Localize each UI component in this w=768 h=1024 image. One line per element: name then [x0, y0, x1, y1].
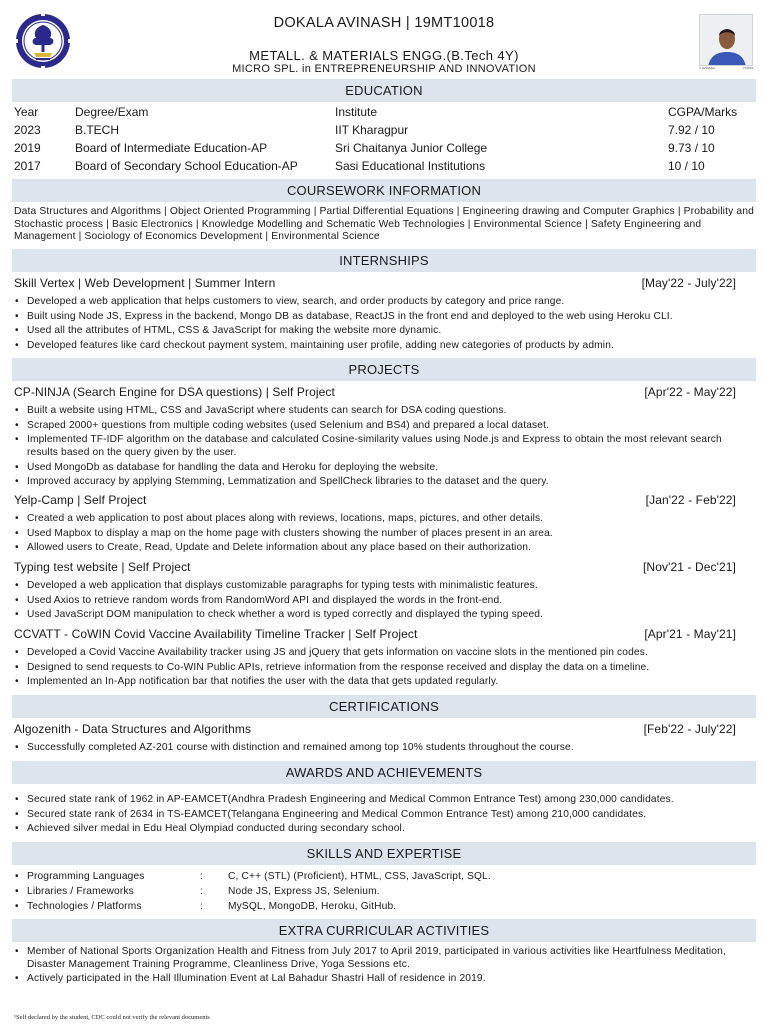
internship-heading — [14, 276, 736, 290]
list-item: • Member of National Sports Organization Health and Fitness from July 2017 to April 2019, participated in various activities like Heartfulness Meditation, Disaster Management Training Programme, Cleanliness Drive, Yoga Sessions etc. — [14, 946, 754, 971]
section-header-awards: AWARDS AND ACHIEVEMENTS — [12, 761, 756, 784]
bullet-icon: • — [15, 871, 19, 882]
micro-specialization-line: MICRO SPL. in ENTREPRENEURSHIP AND INNOVATION — [232, 63, 536, 75]
list-item: • Allowed users to Create, Read, Update and Delete information about any place based on their authorization. — [14, 542, 754, 555]
column-header-degree: Degree/Exam — [75, 105, 149, 119]
project-date: [Jan'22 - Feb'22] — [645, 493, 736, 507]
section-header-projects: PROJECTS — [12, 358, 756, 381]
section-header-education: EDUCATION — [12, 79, 756, 102]
list-item: • Created a web application to post about places along with reviews, locations, maps, pictures, and other details. — [14, 513, 754, 526]
cell-marks: 7.92 / 10 — [668, 123, 715, 137]
skill-category: Technologies / Platforms — [27, 901, 142, 912]
skills-list — [14, 869, 754, 914]
cell-year: 2023 — [14, 123, 41, 137]
list-item: • Built a website using HTML, CSS and JavaScript where students can search for DSA coding questions. — [14, 405, 754, 418]
cell-institute: IIT Kharagpur — [335, 123, 409, 137]
list-item: • Developed a Covid Vaccine Availability tracker using JS and jQuery that gets information on vaccine slots in the mentioned pin codes. — [14, 647, 754, 660]
cell-degree: Board of Intermediate Education-AP — [75, 141, 268, 155]
cell-year: 2017 — [14, 159, 41, 173]
education-table-header — [14, 103, 754, 121]
list-item: • Improved accuracy by applying Stemming, Lemmatization and SpellCheck libraries to the dataset and the query. — [14, 476, 754, 489]
skill-values: MySQL, MongoDB, Heroku, GitHub. — [228, 901, 397, 912]
cell-marks: 10 / 10 — [668, 159, 705, 173]
certification-title: Algozenith - Data Structures and Algorithms — [14, 722, 252, 736]
list-item: • Designed to send requests to Co-WIN Public APIs, retrieve information from the response received and display the data on a timeline. — [14, 662, 754, 675]
cell-institute: Sri Chaitanya Junior College — [335, 141, 488, 155]
list-item: • Actively participated in the Hall Illumination Event at Lal Bahadur Shastri Hall of residence in 2019. — [14, 973, 754, 986]
candidate-name: DOKALA AVINASH | 19MT10018 — [273, 15, 495, 31]
cell-year: 2019 — [14, 141, 41, 155]
internship-date: [May'22 - July'22] — [641, 276, 736, 290]
project-heading — [14, 560, 736, 574]
project-title: Yelp-Camp | Self Project — [14, 493, 147, 507]
cell-degree: Board of Secondary School Education-AP — [75, 159, 298, 173]
project-title: Typing test website | Self Project — [14, 560, 191, 574]
certification-date: [Feb'22 - July'22] — [643, 722, 736, 736]
list-item: • Used MongoDb as database for handling the data and Heroku for deploying the website. — [14, 462, 754, 475]
table-row — [14, 139, 754, 157]
photo-caption-left: © AVINASH — [699, 66, 715, 70]
list-item — [14, 884, 754, 899]
internship-title: Skill Vertex | Web Development | Summer Intern — [14, 276, 276, 290]
project-bullets — [14, 405, 754, 491]
project-heading — [14, 385, 736, 399]
coursework-list: Data Structures and Algorithms | Object Oriented Programming | Partial Differential Equations | Engineering drawing and Computer Graphics | Probability and Stochastic process | Basic Electronics | Knowledge Modelling and Schematic Web Technologies | Environmental Science | Safety Engineering and Management | Sociology of Economics Development | Environmental Science — [14, 206, 755, 242]
list-item: • Implemented TF-IDF algorithm on the database and calculated Cosine-similarity values using Node.js and Express to obtain the most relevant search results based on the query given by the user. — [14, 434, 754, 459]
project-bullets — [14, 580, 754, 624]
skill-category: Programming Languages — [27, 871, 145, 882]
list-item: • Secured state rank of 2634 in TS-EAMCET(Telangana Engineering and Medical Common Entrance Test) among 210,000 candidates. — [14, 809, 754, 822]
skill-values: Node JS, Express JS, Selenium. — [228, 886, 380, 897]
table-row — [14, 157, 754, 175]
education-table — [14, 103, 754, 175]
list-item: • Used JavaScript DOM manipulation to check whether a word is typed correctly and displayed the typing speed. — [14, 609, 754, 622]
photo-caption-right: 27/8/19 — [742, 66, 753, 70]
skill-values: C, C++ (STL) (Proficient), HTML, CSS, JavaScript, SQL. — [228, 871, 491, 882]
internship-bullets — [14, 296, 754, 355]
list-item: • Achieved silver medal in Edu Heal Olympiad conducted during secondary school. — [14, 823, 754, 836]
certification-heading — [14, 722, 736, 736]
list-item: • Secured state rank of 1962 in AP-EAMCET(Andhra Pradesh Engineering and Medical Common Entrance Test) among 230,000 candidates. — [14, 794, 754, 807]
column-header-cgpa: CGPA/Marks — [668, 105, 738, 119]
list-item: • Successfully completed AZ-201 course with distinction and remained among top 10% students throughout the course. — [14, 742, 754, 755]
column-header-institute: Institute — [335, 105, 378, 119]
awards-bullets — [14, 794, 754, 838]
section-header-extra-curricular: EXTRA CURRICULAR ACTIVITIES — [12, 919, 756, 942]
bullet-icon: • — [15, 886, 19, 897]
cell-marks: 9.73 / 10 — [668, 141, 715, 155]
list-item: • Implemented an In-App notification bar that notifies the user with the data that gets updated regularly. — [14, 676, 754, 689]
project-heading — [14, 627, 736, 641]
project-bullets — [14, 513, 754, 557]
list-item: • Scraped 2000+ questions from multiple coding websites (used Selenium and BS4) and prepared a local dataset. — [14, 420, 754, 433]
section-header-certifications: CERTIFICATIONS — [12, 695, 756, 718]
list-item: • Used Axios to retrieve random words from RandomWord API and displayed the words in the front-end. — [14, 595, 754, 608]
list-item: • Developed features like card checkout payment system, maintaining user profile, adding new categories of products by admin. — [14, 340, 754, 353]
footnote: ¹Self declared by the student, CDC could not verify the relevant documents — [14, 1014, 210, 1021]
cell-institute: Sasi Educational Institutions — [335, 159, 486, 173]
section-header-skills: SKILLS AND EXPERTISE — [12, 842, 756, 865]
separator-colon: : — [200, 901, 203, 912]
list-item — [14, 899, 754, 914]
extra-curricular-bullets — [14, 946, 754, 988]
section-header-coursework: COURSEWORK INFORMATION — [12, 179, 756, 202]
project-title: CCVATT - CoWIN Covid Vaccine Availability Timeline Tracker | Self Project — [14, 627, 418, 641]
project-date: [Apr'22 - May'22] — [644, 385, 736, 399]
certification-bullets — [14, 742, 754, 757]
list-item: • Developed a web application that helps customers to view, search, and order products by category and price range. — [14, 296, 754, 309]
project-heading — [14, 493, 736, 507]
column-header-year: Year — [14, 105, 39, 119]
list-item — [14, 869, 754, 884]
section-header-internships: INTERNSHIPS — [12, 249, 756, 272]
project-title: CP-NINJA (Search Engine for DSA questions) | Self Project — [14, 385, 335, 399]
skill-category: Libraries / Frameworks — [27, 886, 134, 897]
list-item: • Developed a web application that displays customizable paragraphs for typing tests with minimalistic features. — [14, 580, 754, 593]
project-date: [Nov'21 - Dec'21] — [643, 560, 736, 574]
separator-colon: : — [200, 886, 203, 897]
cell-degree: B.TECH — [75, 123, 120, 137]
list-item: • Used all the attributes of HTML, CSS & JavaScript for making the website more dynamic. — [14, 325, 754, 338]
project-bullets — [14, 647, 754, 691]
bullet-icon: • — [15, 901, 19, 912]
list-item: • Built using Node JS, Express in the backend, Mongo DB as database, ReactJS in the front end and deployed to the web using Heroku CLI. — [14, 311, 754, 324]
project-date: [Apr'21 - May'21] — [644, 627, 736, 641]
department-line: METALL. & MATERIALS ENGG.(B.Tech 4Y) — [249, 48, 519, 63]
table-row — [14, 121, 754, 139]
separator-colon: : — [200, 871, 203, 882]
list-item: • Used Mapbox to display a map on the home page with clusters showing the number of places present in an area. — [14, 528, 754, 541]
